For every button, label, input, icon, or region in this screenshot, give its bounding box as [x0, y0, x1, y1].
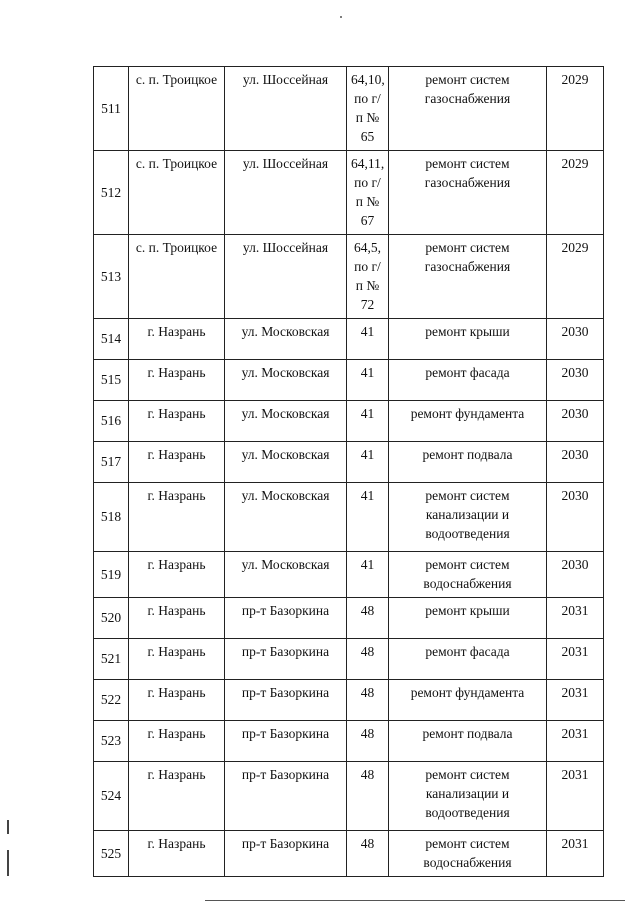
house-number-cell: 48 — [347, 639, 389, 680]
year-cell: 2031 — [547, 762, 604, 831]
work-type-cell: ремонт систем газоснабжения — [389, 235, 547, 319]
locality-cell: г. Назрань — [129, 762, 225, 831]
year-cell: 2031 — [547, 598, 604, 639]
locality-cell: г. Назрань — [129, 319, 225, 360]
work-type-cell: ремонт систем газоснабжения — [389, 151, 547, 235]
table-row — [94, 67, 604, 151]
table-row — [94, 360, 604, 401]
row-number: 521 — [94, 639, 129, 680]
table-row — [94, 319, 604, 360]
locality-cell: г. Назрань — [129, 483, 225, 552]
house-number-cell: 41 — [347, 401, 389, 442]
street-cell: ул. Московская — [225, 319, 347, 360]
work-type-cell: ремонт фасада — [389, 360, 547, 401]
scan-edge-mark — [7, 850, 9, 876]
locality-cell: г. Назрань — [129, 721, 225, 762]
locality-cell: г. Назрань — [129, 360, 225, 401]
year-cell: 2030 — [547, 319, 604, 360]
year-cell: 2029 — [547, 151, 604, 235]
work-type-cell: ремонт крыши — [389, 598, 547, 639]
table-row — [94, 831, 604, 877]
locality-cell: с. п. Троицкое — [129, 67, 225, 151]
scan-edge-mark — [7, 820, 9, 834]
repair-schedule-table — [93, 66, 604, 877]
locality-cell: г. Назрань — [129, 831, 225, 877]
locality-cell: г. Назрань — [129, 552, 225, 598]
year-cell: 2031 — [547, 680, 604, 721]
year-cell: 2031 — [547, 721, 604, 762]
year-cell: 2030 — [547, 442, 604, 483]
street-cell: пр-т Базоркина — [225, 598, 347, 639]
street-cell: ул. Московская — [225, 360, 347, 401]
table-row — [94, 552, 604, 598]
row-number: 519 — [94, 552, 129, 598]
year-cell: 2030 — [547, 552, 604, 598]
work-type-cell: ремонт фундамента — [389, 680, 547, 721]
row-number: 514 — [94, 319, 129, 360]
work-type-cell: ремонт подвала — [389, 721, 547, 762]
house-number-cell: 48 — [347, 721, 389, 762]
row-number: 516 — [94, 401, 129, 442]
street-cell: ул. Шоссейная — [225, 235, 347, 319]
street-cell: ул. Московская — [225, 442, 347, 483]
work-type-cell: ремонт подвала — [389, 442, 547, 483]
house-number-cell: 41 — [347, 442, 389, 483]
work-type-cell: ремонт систем канализации и водоотведения — [389, 483, 547, 552]
house-number-cell: 41 — [347, 552, 389, 598]
scan-speck — [340, 16, 342, 18]
row-number: 518 — [94, 483, 129, 552]
row-number: 522 — [94, 680, 129, 721]
house-number-cell: 48 — [347, 831, 389, 877]
work-type-cell: ремонт крыши — [389, 319, 547, 360]
street-cell: пр-т Базоркина — [225, 639, 347, 680]
street-cell: ул. Шоссейная — [225, 67, 347, 151]
year-cell: 2029 — [547, 67, 604, 151]
house-number-cell: 64,5, по г/п № 72 — [347, 235, 389, 319]
house-number-cell: 41 — [347, 360, 389, 401]
year-cell: 2030 — [547, 360, 604, 401]
house-number-cell: 41 — [347, 483, 389, 552]
year-cell: 2031 — [547, 831, 604, 877]
row-number: 524 — [94, 762, 129, 831]
table-row — [94, 235, 604, 319]
table-row — [94, 483, 604, 552]
work-type-cell: ремонт систем газоснабжения — [389, 67, 547, 151]
street-cell: ул. Московская — [225, 552, 347, 598]
table-row — [94, 401, 604, 442]
locality-cell: г. Назрань — [129, 639, 225, 680]
year-cell: 2031 — [547, 639, 604, 680]
street-cell: пр-т Базоркина — [225, 762, 347, 831]
row-number: 523 — [94, 721, 129, 762]
table-row — [94, 151, 604, 235]
table-row — [94, 762, 604, 831]
street-cell: ул. Шоссейная — [225, 151, 347, 235]
locality-cell: г. Назрань — [129, 401, 225, 442]
house-number-cell: 41 — [347, 319, 389, 360]
table-row — [94, 639, 604, 680]
work-type-cell: ремонт фундамента — [389, 401, 547, 442]
street-cell: пр-т Базоркина — [225, 721, 347, 762]
table-row — [94, 598, 604, 639]
locality-cell: г. Назрань — [129, 598, 225, 639]
street-cell: ул. Московская — [225, 483, 347, 552]
street-cell: пр-т Базоркина — [225, 680, 347, 721]
locality-cell: с. п. Троицкое — [129, 235, 225, 319]
locality-cell: г. Назрань — [129, 680, 225, 721]
house-number-cell: 48 — [347, 680, 389, 721]
table-row — [94, 721, 604, 762]
year-cell: 2029 — [547, 235, 604, 319]
work-type-cell: ремонт систем водоснабжения — [389, 552, 547, 598]
table-row — [94, 442, 604, 483]
row-number: 517 — [94, 442, 129, 483]
street-cell: ул. Московская — [225, 401, 347, 442]
page-bottom-rule — [205, 900, 625, 901]
work-type-cell: ремонт фасада — [389, 639, 547, 680]
row-number: 520 — [94, 598, 129, 639]
row-number: 525 — [94, 831, 129, 877]
house-number-cell: 64,11, по г/п № 67 — [347, 151, 389, 235]
work-type-cell: ремонт систем канализации и водоотведения — [389, 762, 547, 831]
house-number-cell: 64,10, по г/п № 65 — [347, 67, 389, 151]
table-body — [94, 67, 604, 877]
row-number: 511 — [94, 67, 129, 151]
locality-cell: с. п. Троицкое — [129, 151, 225, 235]
street-cell: пр-т Базоркина — [225, 831, 347, 877]
locality-cell: г. Назрань — [129, 442, 225, 483]
house-number-cell: 48 — [347, 762, 389, 831]
row-number: 512 — [94, 151, 129, 235]
table-row — [94, 680, 604, 721]
year-cell: 2030 — [547, 401, 604, 442]
row-number: 515 — [94, 360, 129, 401]
row-number: 513 — [94, 235, 129, 319]
house-number-cell: 48 — [347, 598, 389, 639]
year-cell: 2030 — [547, 483, 604, 552]
work-type-cell: ремонт систем водоснабжения — [389, 831, 547, 877]
